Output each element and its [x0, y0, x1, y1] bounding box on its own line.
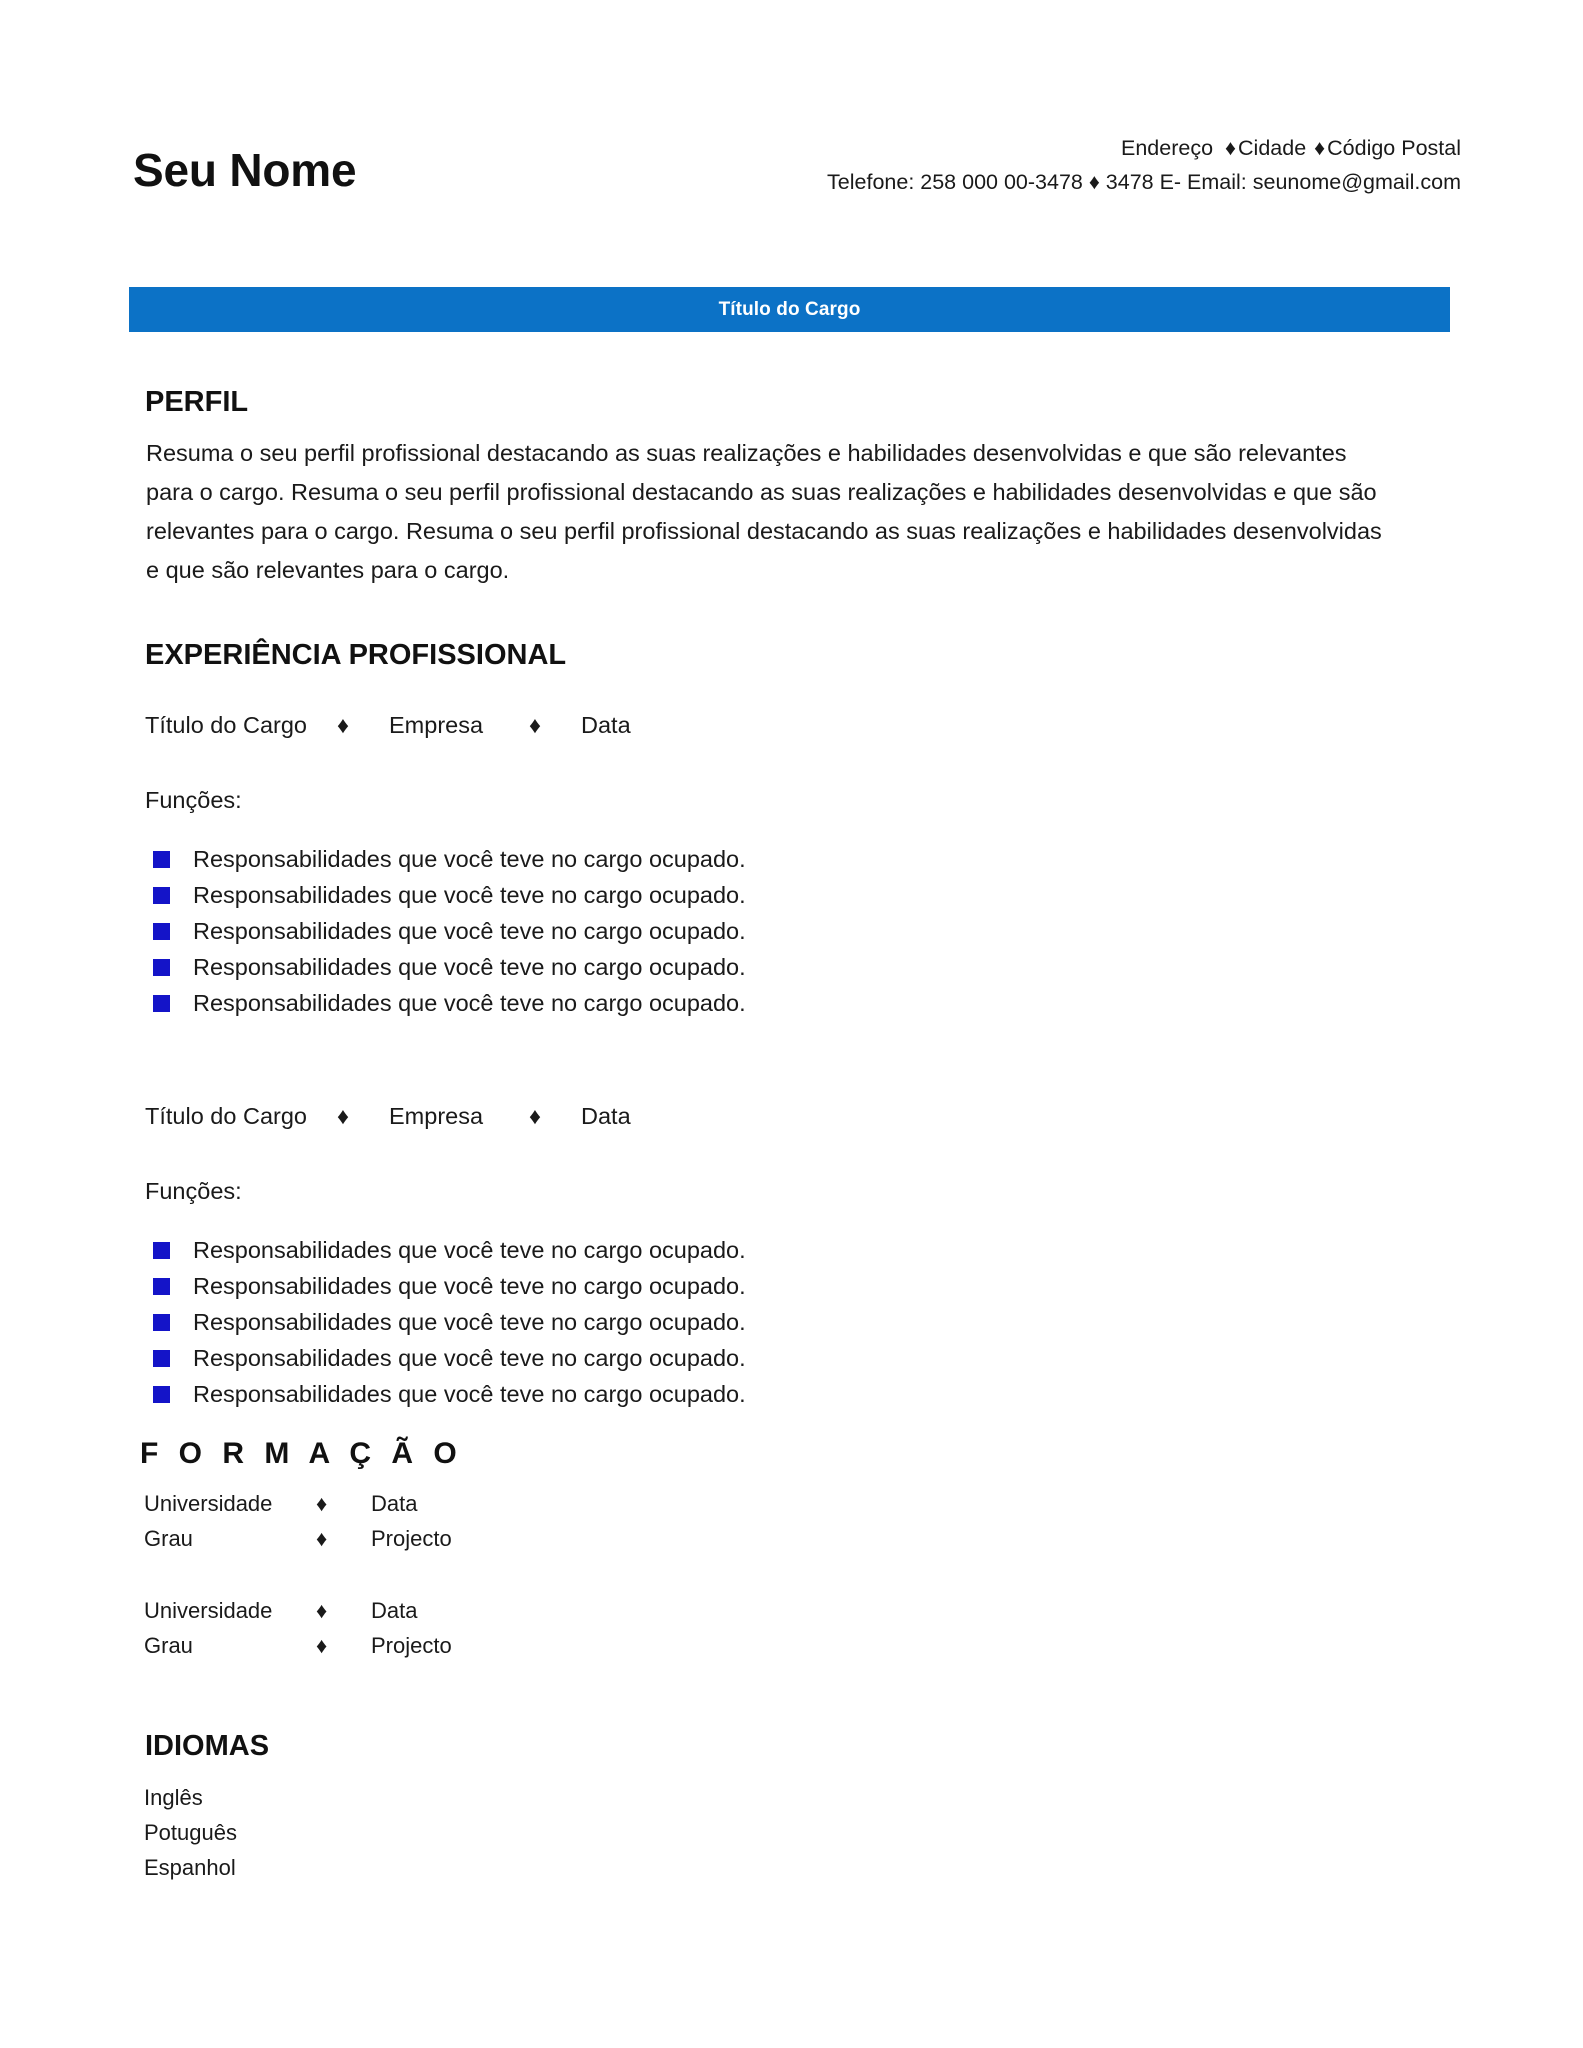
- section-heading-perfil: PERFIL: [145, 386, 249, 418]
- list-item: [145, 949, 1405, 985]
- square-bullet-icon: [153, 1314, 170, 1331]
- list-item-label: Responsabilidades que você teve no cargo ocupado.: [193, 1344, 746, 1371]
- education-row: [144, 1629, 452, 1664]
- experience-entry-header: [145, 1103, 1405, 1130]
- square-bullet-icon: [153, 1278, 170, 1295]
- square-bullet-icon: [153, 923, 170, 940]
- languages-list: [144, 1780, 237, 1886]
- list-item: Inglês: [144, 1785, 203, 1810]
- list-item: [145, 1232, 1405, 1268]
- education-degree: Grau: [144, 1525, 193, 1551]
- list-item: Espanhol: [144, 1855, 236, 1881]
- diamond-icon: ♦: [1314, 136, 1326, 160]
- list-item-label: Responsabilidades que você teve no cargo ocupado.: [193, 881, 746, 908]
- list-item: [145, 1376, 1405, 1412]
- experience-date: Data: [581, 712, 631, 738]
- diamond-icon: ♦: [316, 1632, 328, 1658]
- section-heading-formacao: F O R M A Ç Ã O: [140, 1437, 463, 1470]
- square-bullet-icon: [153, 1350, 170, 1367]
- list-item-label: Responsabilidades que você teve no cargo ocupado.: [193, 1308, 746, 1335]
- page-title: Seu Nome: [133, 144, 357, 196]
- square-bullet-icon: [153, 1386, 170, 1403]
- list-item-label: Responsabilidades que você teve no cargo ocupado.: [193, 917, 746, 944]
- square-bullet-icon: [153, 959, 170, 976]
- education-row: [144, 1522, 452, 1557]
- diamond-icon: ♦: [316, 1491, 328, 1516]
- list-item-label: Responsabilidades que você teve no cargo ocupado.: [193, 845, 746, 872]
- square-bullet-icon: [153, 1242, 170, 1259]
- list-item: [145, 985, 1405, 1021]
- perfil-body-text: Resuma o seu perfil profissional destacando as suas realizações e habilidades desenvolvidas e que são relevantes para o cargo. Resuma o seu perfil profissional destacando as suas realizações e habilidades desenvolvidas e que são relevantes para o cargo. Resuma o seu perfil profissional destacando as suas realizações e habilidades desenvolvidas e que são relevantes para o cargo.: [146, 440, 1382, 583]
- education-project: Projecto: [371, 1632, 452, 1658]
- experience-job-title: Título do Cargo: [145, 712, 307, 738]
- diamond-icon: ♦: [529, 712, 541, 738]
- list-item: [145, 841, 1405, 877]
- square-bullet-icon: [153, 995, 170, 1012]
- responsibilities-list: [145, 1232, 1405, 1412]
- section-heading-experiencia: EXPERIÊNCIA PROFISSIONAL: [145, 639, 567, 671]
- education-entry: [144, 1487, 452, 1557]
- funcoes-label: Funções:: [145, 787, 242, 813]
- education-date: Data: [371, 1598, 418, 1623]
- diamond-icon: ♦: [337, 1103, 349, 1129]
- education-row: [144, 1594, 452, 1629]
- education-project: Projecto: [371, 1525, 452, 1551]
- list-item: [145, 1268, 1405, 1304]
- experience-date: Data: [581, 1103, 631, 1129]
- experience-job-title: Título do Cargo: [145, 1103, 307, 1129]
- list-item: Potuguês: [144, 1820, 237, 1846]
- education-row: [144, 1487, 452, 1522]
- list-item-label: Responsabilidades que você teve no cargo ocupado.: [193, 1380, 746, 1407]
- diamond-icon: ♦: [316, 1525, 328, 1551]
- contact-line-phone-email: Telefone: 258 000 00-3478 ♦ 3478 E- Email: seunome@gmail.com: [827, 169, 1461, 194]
- funcoes-label: Funções:: [145, 1178, 242, 1204]
- list-item: [145, 1304, 1405, 1340]
- list-item-label: Responsabilidades que você teve no cargo ocupado.: [193, 1272, 746, 1299]
- list-item: [145, 1340, 1405, 1376]
- diamond-icon: ♦: [1225, 136, 1237, 160]
- list-item-label: Responsabilidades que você teve no cargo ocupado.: [193, 953, 746, 980]
- square-bullet-icon: [153, 887, 170, 904]
- education-entry: [144, 1594, 452, 1664]
- experience-company: Empresa: [389, 1103, 484, 1129]
- experience-company: Empresa: [389, 712, 484, 738]
- experience-entry: [145, 712, 1405, 1021]
- job-title-banner-label: Título do Cargo: [718, 298, 861, 320]
- contact-city: Cidade: [1238, 136, 1307, 160]
- list-item-label: Responsabilidades que você teve no cargo ocupado.: [193, 989, 746, 1016]
- list-item-label: Responsabilidades que você teve no cargo ocupado.: [193, 1236, 746, 1263]
- education-date: Data: [371, 1491, 418, 1516]
- list-item: [145, 913, 1405, 949]
- section-heading-idiomas: IDIOMAS: [145, 1730, 270, 1762]
- square-bullet-icon: [153, 851, 170, 868]
- education-institution: Universidade: [144, 1598, 273, 1623]
- education-degree: Grau: [144, 1632, 193, 1658]
- diamond-icon: ♦: [337, 712, 349, 738]
- contact-postal: Código Postal: [1327, 136, 1461, 160]
- responsibilities-list: [145, 841, 1405, 1021]
- contact-address: Endereço: [1120, 136, 1214, 160]
- diamond-icon: ♦: [529, 1103, 541, 1129]
- education-institution: Universidade: [144, 1491, 273, 1516]
- diamond-icon: ♦: [316, 1598, 328, 1623]
- experience-entry-header: [145, 712, 1405, 739]
- list-item: [145, 877, 1405, 913]
- experience-entry: [145, 1103, 1405, 1412]
